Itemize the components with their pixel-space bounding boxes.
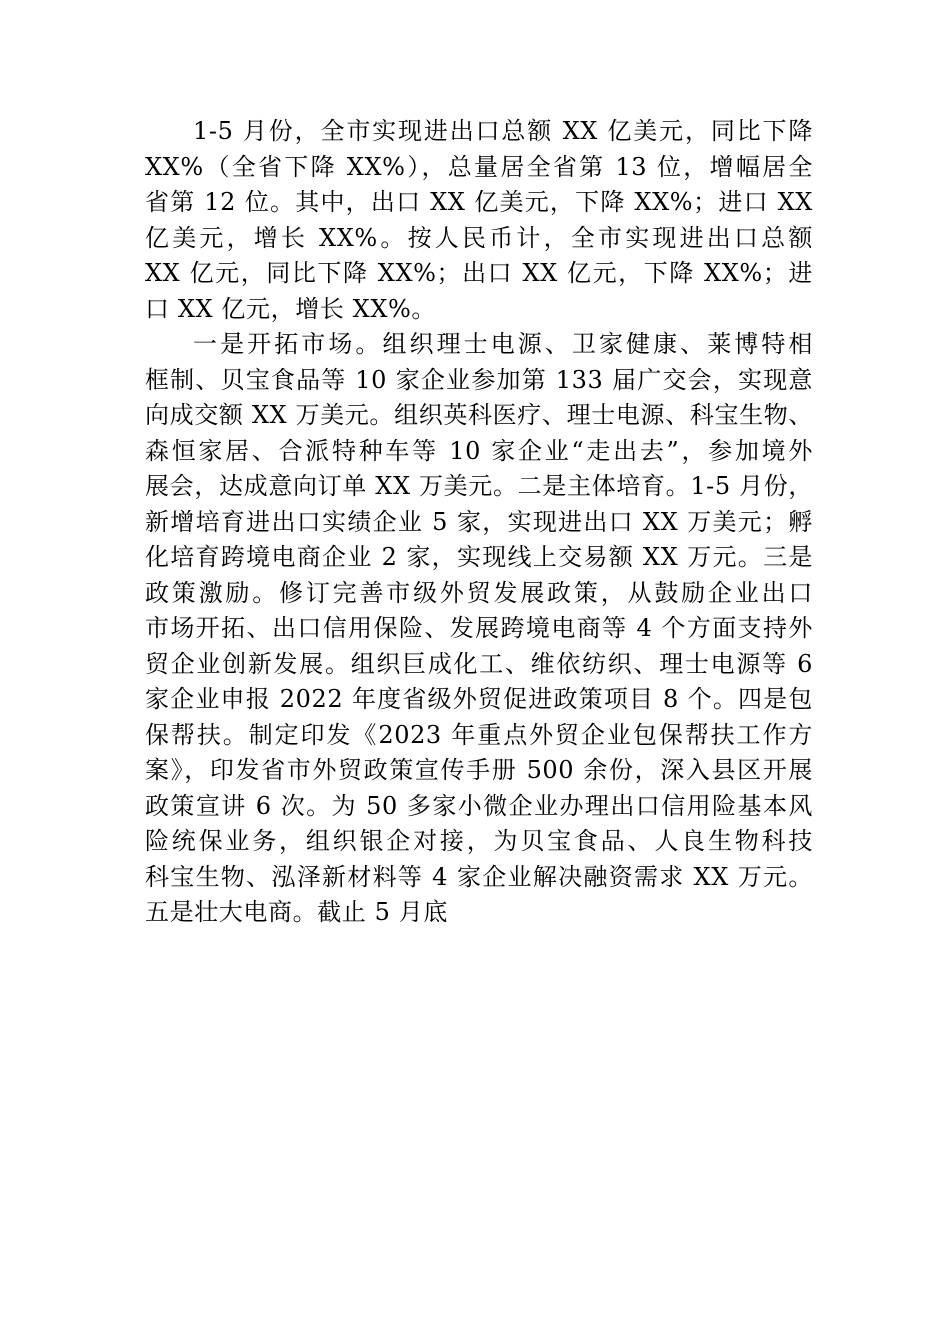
text-line: 家企业申报 2022 年度省级外贸促进政策项目 8 个。四是包 bbox=[145, 685, 813, 713]
text-line: 新增培育进出口实绩企业 5 家，实现进出口 XX 万美元；孵 bbox=[145, 507, 813, 536]
text-line: XX%（全省下降 XX%），总量居全省第 13 位，增幅居全 bbox=[145, 152, 813, 181]
text-line: 省第 12 位。其中，出口 XX 亿美元，下降 XX%；进口 XX bbox=[145, 188, 813, 216]
document-body bbox=[145, 114, 813, 931]
text-line: 科宝生物、泓泽新材料等 4 家企业解决融资需求 XX 万元。 bbox=[145, 862, 813, 891]
text-line: 森恒家居、合派特种车等 10 家企业“走出去”，参加境外 bbox=[145, 436, 813, 465]
paragraph-measures bbox=[145, 327, 813, 931]
text-line: 险统保业务，组织银企对接，为贝宝食品、人良生物科技 bbox=[145, 827, 813, 855]
paragraph-trade-summary bbox=[145, 114, 813, 327]
text-line: 政策宣讲 6 次。为 50 多家小微企业办理出口信用险基本风 bbox=[145, 791, 813, 820]
text-line: XX 亿元，同比下降 XX%；出口 XX 亿元，下降 XX%；进 bbox=[145, 259, 813, 287]
text-line: 框制、贝宝食品等 10 家企业参加第 133 届广交会，实现意 bbox=[145, 365, 813, 394]
text-line: 保帮扶。制定印发《2023 年重点外贸企业包保帮扶工作方 bbox=[145, 720, 813, 749]
text-line: 向成交额 XX 万美元。组织英科医疗、理士电源、科宝生物、 bbox=[145, 401, 813, 429]
text-line: 案》，印发省市外贸政策宣传手册 500 余份，深入县区开展 bbox=[145, 756, 813, 784]
text-line: 贸企业创新发展。组织巨成化工、维依纺织、理士电源等 6 bbox=[145, 649, 813, 678]
text-line: 化培育跨境电商企业 2 家，实现线上交易额 XX 万元。三是 bbox=[145, 543, 813, 571]
text-line: 五是壮大电商。截止 5 月底 bbox=[145, 898, 448, 926]
text-line: 政策激励。修订完善市级外贸发展政策，从鼓励企业出口 bbox=[145, 578, 813, 607]
text-line: 1-5 月份，全市实现进出口总额 XX 亿美元，同比下降 bbox=[193, 117, 813, 145]
text-line: 一是开拓市场。组织理士电源、卫家健康、莱博特相 bbox=[193, 330, 813, 358]
text-line: 亿美元，增长 XX%。按人民币计，全市实现进出口总额 bbox=[145, 223, 813, 252]
text-line: 口 XX 亿元，增长 XX%。 bbox=[145, 294, 437, 323]
text-line: 市场开拓、出口信用保险、发展跨境电商等 4 个方面支持外 bbox=[145, 614, 813, 642]
text-line: 展会，达成意向订单 XX 万美元。二是主体培育。1-5 月份， bbox=[145, 472, 813, 500]
